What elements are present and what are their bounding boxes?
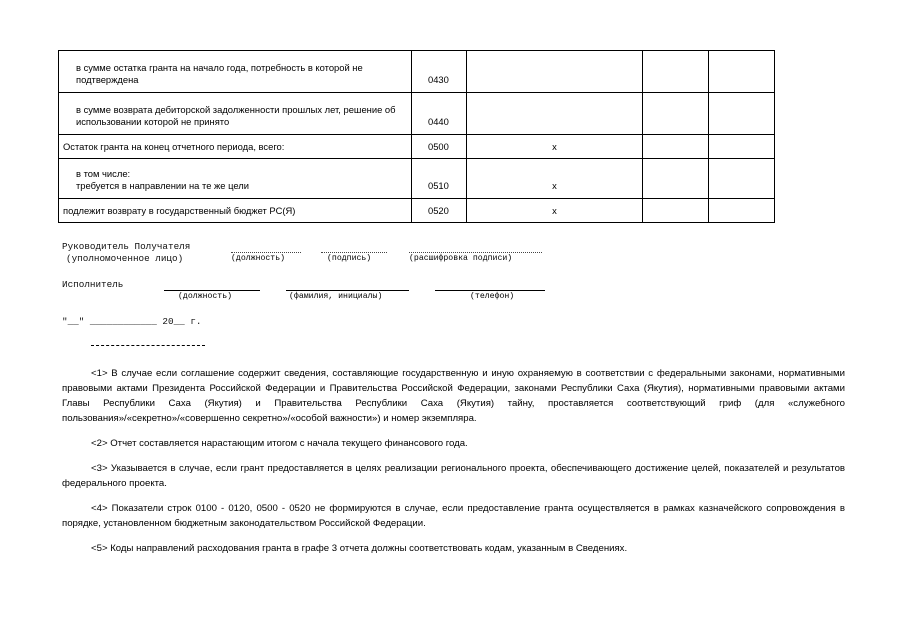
executor-label: Исполнитель <box>62 279 124 290</box>
footnote-3: <3> Указывается в случае, если грант предоставляется в целях реализации регионального проекта, обеспечивающего достижение целей, показателей и результатов федерального проекта. <box>62 463 845 489</box>
row-col5 <box>709 199 775 223</box>
row-col4 <box>643 159 709 199</box>
row-name: в том числе: требуется в направлении на те же цели <box>59 159 412 199</box>
row-col3: x <box>467 159 643 199</box>
row-col3 <box>467 51 643 93</box>
row-col5 <box>709 51 775 93</box>
row-col4 <box>643 135 709 159</box>
table-row <box>59 51 775 93</box>
row-name: подлежит возврату в государственный бюджет РС(Я) <box>59 199 412 223</box>
row-col5 <box>709 159 775 199</box>
exec-phone-line <box>435 290 545 291</box>
signature-line <box>321 252 387 253</box>
row-name: Остаток гранта на конец отчетного периода, всего: <box>59 135 412 159</box>
row-col4 <box>643 93 709 135</box>
grant-table <box>58 50 775 223</box>
row-col5 <box>709 135 775 159</box>
exec-position-line <box>164 290 260 291</box>
decryption-label: (расшифровка подписи) <box>409 254 513 263</box>
exec-position-label: (должность) <box>178 292 233 301</box>
table-row <box>59 135 775 159</box>
footnote-separator <box>91 345 205 346</box>
row-code: 0510 <box>412 159 467 199</box>
row-col3 <box>467 93 643 135</box>
head-sublabel: (уполномоченное лицо) <box>66 253 184 264</box>
row-code: 0520 <box>412 199 467 223</box>
footnote-1: <1> В случае если соглашение содержит сведения, составляющие государственную и иную охраняемую в соответствии с федеральными законами, нормативными правовыми актами Президента Российской Федерации и Правительства Российской Федерации, законами Республики Саха (Якутия), нормативными правовыми актами Главы Республики Саха (Якутия) и Правительства Республики Саха (Якутия) тайну, проставляется соответствующий гриф (для «служебного пользования»/«секретно»/«совершенно секретно»/«особой важности») и номер экземпляра. <box>62 368 845 424</box>
row-name: в сумме остатка гранта на начало года, потребность в которой не подтверждена <box>59 51 412 93</box>
signature-label: (подпись) <box>327 254 372 263</box>
table-row <box>59 199 775 223</box>
footnote-5: <5> Коды направлений расходования гранта в графе 3 отчета должны соответствовать кодам, указанным в Сведениях. <box>91 543 628 554</box>
row-col3: x <box>467 135 643 159</box>
row-code: 0500 <box>412 135 467 159</box>
exec-phone-label: (телефон) <box>470 292 515 301</box>
footnote-4: <4> Показатели строк 0100 - 0120, 0500 - 0520 не формируются в случае, если предоставление гранта осуществляется в рамках казначейского сопровождения в порядке, установленном бюджетным законодательством Российской Федерации. <box>62 503 845 529</box>
row-code: 0430 <box>412 51 467 93</box>
exec-name-line <box>286 290 409 291</box>
row-col4 <box>643 199 709 223</box>
row-name: в сумме возврата дебиторской задолженности прошлых лет, решение об использовании которой не принято <box>59 93 412 135</box>
position-label: (должность) <box>231 254 286 263</box>
row-col4 <box>643 51 709 93</box>
footnotes <box>62 366 845 566</box>
row-col5 <box>709 93 775 135</box>
head-label: Руководитель Получателя <box>62 241 191 252</box>
decryption-line <box>409 252 542 253</box>
date-line: "__" ____________ 20__ г. <box>62 316 202 327</box>
row-col3: x <box>467 199 643 223</box>
table-row <box>59 159 775 199</box>
exec-name-label: (фамилия, инициалы) <box>289 292 383 301</box>
footnote-2: <2> Отчет составляется нарастающим итогом с начала текущего финансового года. <box>91 438 468 449</box>
row-code: 0440 <box>412 93 467 135</box>
table-row <box>59 93 775 135</box>
position-line <box>231 252 301 253</box>
